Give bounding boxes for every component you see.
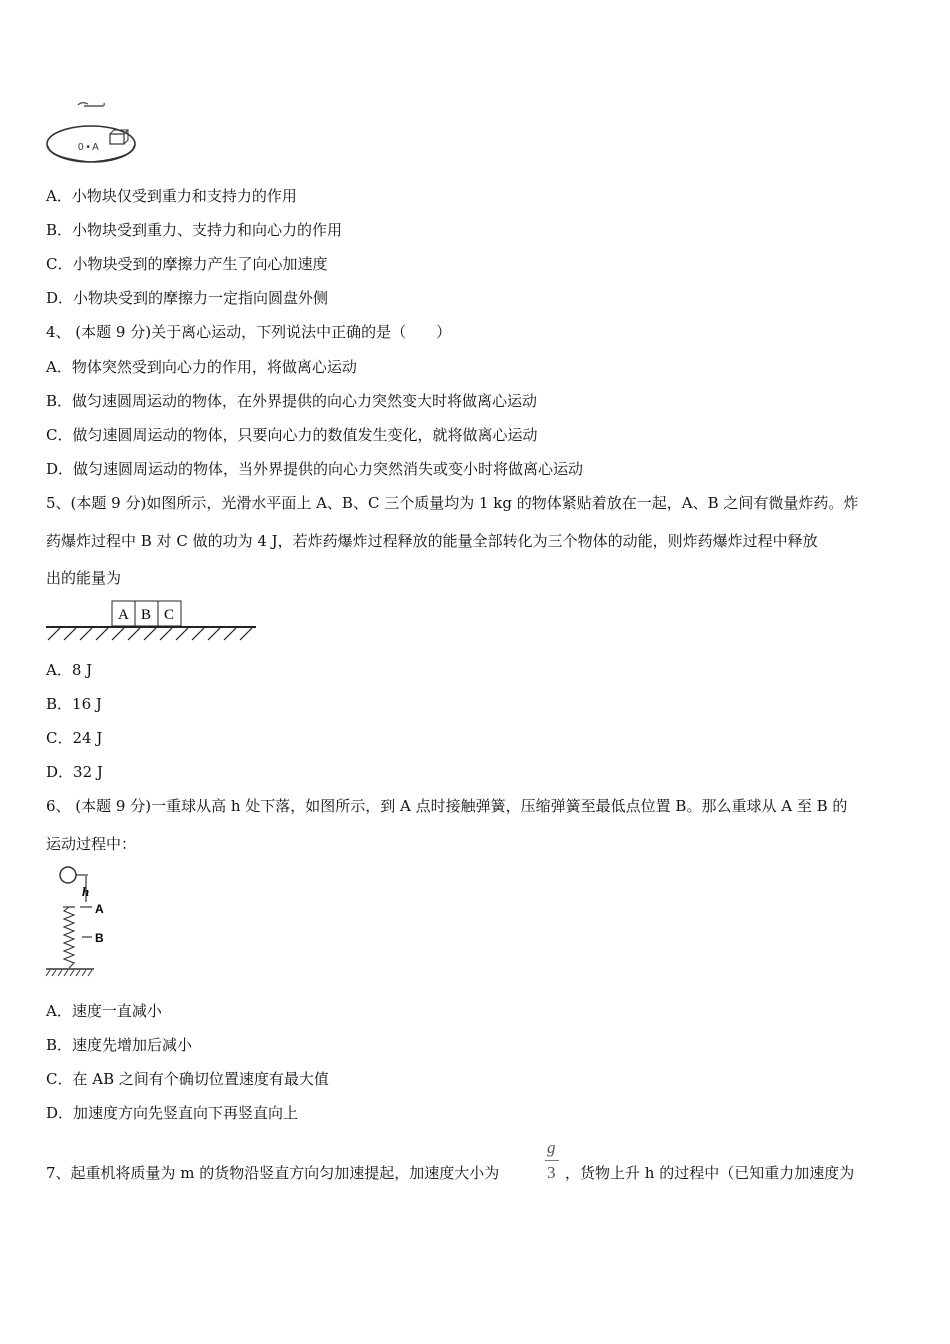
- q6-option-b: B．速度先增加后减小: [46, 1036, 193, 1054]
- q7-stem-before: 7、起重机将质量为 m 的货物沿竖直方向匀加速提起，加速度大小为: [46, 1164, 500, 1182]
- height-label: h: [82, 884, 90, 899]
- q4-option-d: D．做匀速圆周运动的物体，当外界提供的向心力突然消失或变小时将做离心运动: [46, 460, 584, 478]
- q3-option-a: A．小物块仅受到重力和支持力的作用: [46, 187, 297, 205]
- fraction-numerator: g: [547, 1138, 556, 1157]
- q4-stem: 4、 (本题 9 分)关于离心运动，下列说法中正确的是（ ）: [46, 323, 452, 341]
- q5-option-d: D．32 J: [46, 763, 103, 781]
- q3-option-b: B．小物块受到重力、支持力和向心力的作用: [46, 221, 343, 239]
- q6-stem-line-2: 运动过程中：: [46, 835, 137, 853]
- spring-figure: [44, 862, 116, 982]
- turntable-label: 0 • A: [78, 142, 99, 153]
- q6-stem-line-1: 6、 (本题 9 分)一重球从高 h 处下落，如图所示，到 A 点时接触弹簧，压缩弹簧至最低点位置 B。那么重球从 A 至 B 的: [46, 797, 848, 815]
- q4-option-c: C．做匀速圆周运动的物体，只要向心力的数值发生变化，就将做离心运动: [46, 426, 538, 444]
- blocks-figure: [46, 598, 258, 644]
- turntable-figure: [44, 96, 140, 168]
- q3-option-d: D．小物块受到的摩擦力一定指向圆盘外侧: [46, 289, 329, 307]
- point-a-label: A: [95, 902, 104, 916]
- q7-stem-after: ，货物上升 h 的过程中（已知重力加速度为: [565, 1164, 855, 1182]
- block-a: A: [118, 607, 129, 623]
- q4-option-a: A．物体突然受到向心力的作用，将做离心运动: [46, 358, 357, 376]
- point-b-label: B: [95, 931, 104, 945]
- q5-option-a: A．8 J: [46, 661, 93, 679]
- q6-option-a: A．速度一直减小: [46, 1002, 162, 1020]
- fraction-bar: [545, 1160, 559, 1161]
- q5-option-c: C．24 J: [46, 729, 103, 747]
- q5-option-b: B．16 J: [46, 695, 102, 713]
- q5-stem-line-2: 药爆炸过程中 B 对 C 做的功为 4 J，若炸药爆炸过程释放的能量全部转化为三个物体的动能，则炸药爆炸过程中释放: [46, 532, 818, 550]
- block-b: B: [141, 607, 152, 623]
- fraction-denominator: 3: [547, 1163, 556, 1182]
- q5-stem-line-1: 5、(本题 9 分)如图所示，光滑水平面上 A、B、C 三个质量均为 1 kg 的物体紧贴着放在一起，A、B 之间有微量炸药。炸: [46, 494, 859, 512]
- q5-stem-line-3: 出的能量为: [46, 569, 122, 587]
- block-c: C: [164, 607, 175, 623]
- q6-option-d: D．加速度方向先竖直向下再竖直向上: [46, 1104, 299, 1122]
- q4-option-b: B．做匀速圆周运动的物体，在外界提供的向心力突然变大时将做离心运动: [46, 392, 538, 410]
- q3-option-c: C．小物块受到的摩擦力产生了向心加速度: [46, 255, 328, 273]
- q6-option-c: C．在 AB 之间有个确切位置速度有最大值: [46, 1070, 329, 1088]
